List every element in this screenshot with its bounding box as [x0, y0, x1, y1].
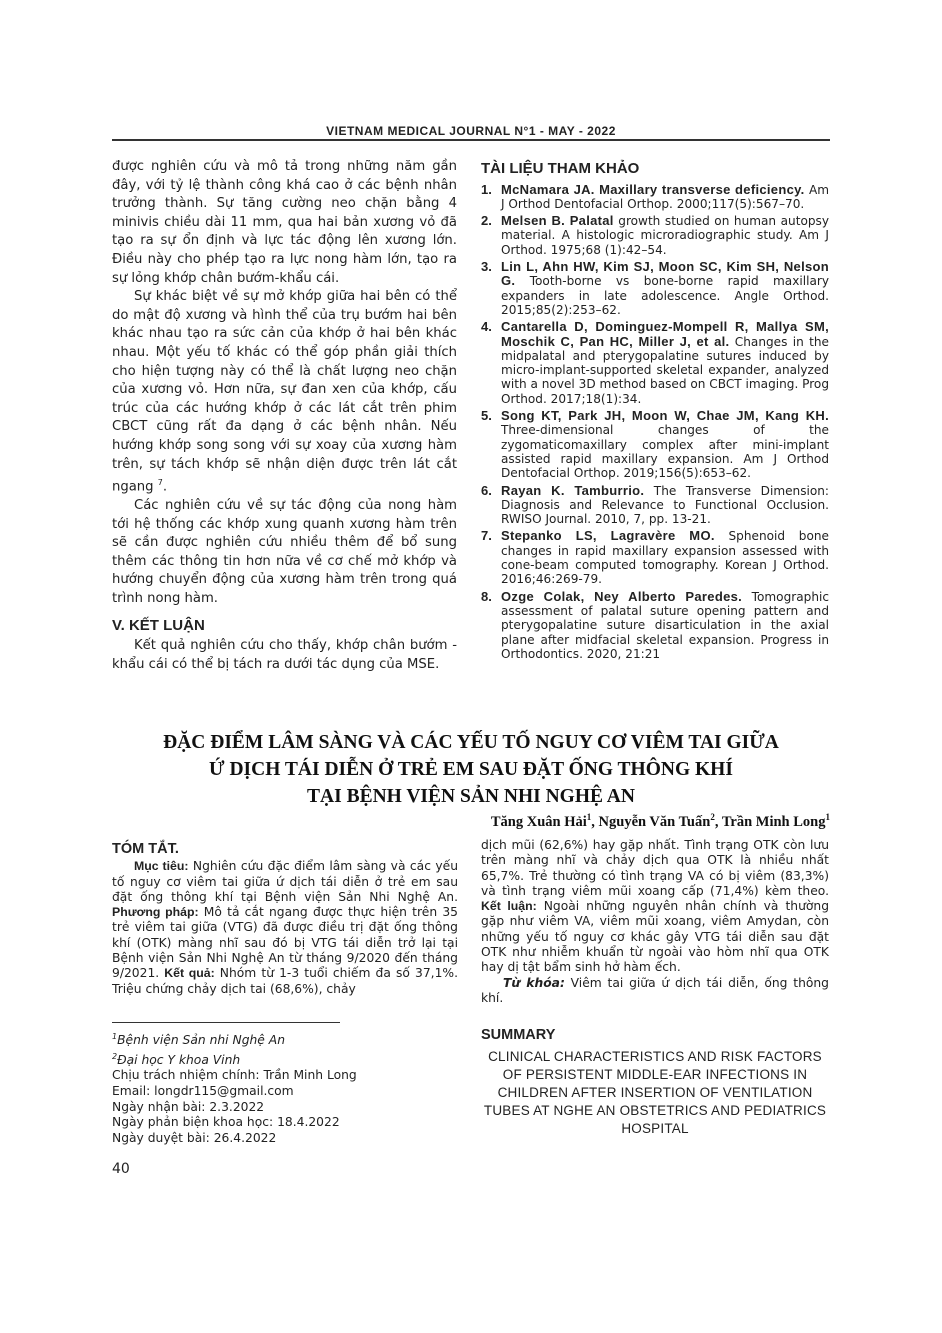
abstract-body [112, 859, 458, 997]
author-3: Trần Minh Long [721, 813, 826, 830]
reference-number: 2. [481, 213, 492, 229]
reference-number: 4. [481, 319, 492, 335]
affiliation-2 [112, 1049, 452, 1069]
paragraph-1: được nghiên cứu và mô tả trong những năm gần đây, với tỷ lệ thành công khá cao ở các bệnh nhân trưởng thành. Sự tăng cường neo chặn bằng 4 minivis chiều dài 11 mm, qua hai bản xương vỏ đã tạo ra sự ổn định và lực tác động lên xương lớn. Điều này cho phép tạo ra lực nong hàm lớn, tạo ra sự lỏng khớp chân bướm-khẩu cái. [112, 159, 457, 286]
method-label: Phương pháp: [112, 905, 199, 920]
approval-date: Ngày duyệt bài: 26.4.2022 [112, 1130, 277, 1145]
result-text: Nhóm từ 1-3 tuổi chiếm đa số 37,1%. Triệu chứng chảy dịch tai (68,6%), chảy [112, 966, 458, 996]
author-list: Tăng Xuân Hải$^1$, Nguyễn Văn Tuấn$^2$, Trần Minh Long$^1$ [490, 812, 830, 830]
result-continued: dịch mũi (62,6%) hay gặp nhất. Tình trạng OTK còn lưu trên màng nhĩ và chảy dịch qua OTK là nhiều nhất 65,7%. Trẻ thường có tình trạng VA có bị viêm (83,3%) và tình trạng viêm mũi xoang cấp (71,4%) kèm theo. [481, 838, 829, 898]
author-2: Nguyễn Văn Tuấn [598, 813, 711, 830]
reference-list [481, 183, 829, 662]
reference-body [501, 260, 829, 317]
objective-label: Mục tiêu: [134, 859, 189, 874]
citation-sup: 7 [157, 478, 163, 488]
corresponding-author: Chịu trách nhiệm chính: Trần Minh Long [112, 1068, 357, 1083]
email: Email: longdr115@gmail.com [112, 1083, 294, 1098]
footnote-rule [112, 1022, 340, 1023]
reference-text: Tomographic assessment of palatal suture opening pattern and pterygopalatine suture disarticulation in the axial plane after midfacial skeletal expansion. Progress in Orthodontics. 2020, 21:21 [501, 589, 829, 661]
reference-item [481, 214, 829, 257]
reference-item [481, 590, 829, 661]
author-2-affiliation: 2 [710, 812, 715, 822]
reference-body [501, 529, 829, 586]
abstract-right [481, 838, 829, 1138]
paragraph-3: Các nghiên cứu về sự tác động của nong hàm tới hệ thống các khớp xung quanh xương hàm trên sẽ cần được nghiên cứu nhiều thêm để bổ sung thêm các thông tin hơn nữa về cơ chế mở khớp và hướng chuyển động của xương hàm trên trong quá trình nong hàm. [112, 498, 457, 607]
reference-number: 6. [481, 482, 492, 498]
received-date: Ngày nhận bài: 2.3.2022 [112, 1099, 265, 1114]
reference-text: Sphenoid bone changes in rapid maxillary expansion assessed with cone-beam computed tomography. Korean J Orthod. 2016;46:269-79. [501, 529, 829, 587]
affiliation-1-sup: 1 [112, 1032, 118, 1041]
reference-authors: Song KT, Park JH, Moon W, Chae JM, Kang KH. [501, 408, 829, 424]
abstract-left [112, 842, 458, 997]
reference-body [501, 183, 829, 212]
reference-body [501, 590, 829, 661]
reference-number: 8. [481, 588, 492, 604]
article-title-line-1: ĐẶC ĐIỂM LÂM SÀNG VÀ CÁC YẾU TỐ NGUY CƠ VIÊM TAI GIỮA [163, 732, 779, 753]
author-1-affiliation: 1 [586, 812, 592, 822]
reference-number: 7. [481, 528, 492, 544]
reference-item [481, 484, 829, 527]
reference-number: 1. [481, 181, 492, 197]
section-heading-conclusion: V. KẾT LUẬN [112, 616, 205, 634]
paragraph-4: Kết quả nghiên cứu cho thấy, khớp chân bướm - khẩu cái có thể bị tách ra dưới tác dụng của MSE. [112, 638, 457, 672]
author-3-affiliation: 1 [825, 812, 830, 822]
affiliation-2-text: Đại học Y khoa Vinh [117, 1052, 241, 1067]
reference-body [501, 214, 829, 257]
page-number: 40 [112, 1161, 130, 1177]
reference-body [501, 320, 829, 406]
paragraph-2-text: Sự khác biệt về sự mở khớp giữa hai bên có thể do mật độ xương và hình thể của trụ bướm hai bên khác nhau tạo ra sức cản của khớp ở hai bên khác nhau. Một yếu tố khác có thể góp phần giải thích cho hiện tượng này có thể là chất lượng neo chặn của xương vỏ. Hơn nữa, sự đan xen của khớp, cấu trúc của các hướng khớp ở các lát cắt trên phim CBCT cũng rất đa dạng ở các bệnh nhân. Nếu hướng khớp song song với sự xoay của xương hàm trên, sự tách khớp sẽ nhận diện được trên lát cắt ngang [112, 289, 457, 495]
journal-header: VIETNAM MEDICAL JOURNAL N°1 - MAY - 2022 [326, 124, 616, 138]
abstract-title: TÓM TẮT. [112, 841, 179, 857]
summary-title: SUMMARY [481, 1027, 556, 1044]
reference-authors: Lin L, Ahn HW, Kim SJ, Moon SC, Kim SH, Nelson G. [501, 259, 829, 289]
result-label: Kết quả: [164, 966, 215, 981]
reference-text: growth studied on human autopsy material. A histologic microradiographic study. Am J Orthod. 1975;68 (1):42–54. [501, 214, 829, 257]
reference-body [501, 409, 829, 480]
keywords-label: Từ khóa: [503, 975, 565, 990]
keywords [481, 976, 829, 1007]
affiliation-2-sup: 2 [112, 1051, 118, 1061]
reference-authors: Cantarella D, Dominguez-Mompell R, Mallya SM, Moschik C, Pan HC, Miller J, et al. [501, 319, 829, 349]
conclusion-label: Kết luận: [481, 899, 537, 914]
reference-text: Three-dimensional changes of the zygomaticomaxillary complex after mini-implant assisted rapid maxillary expansion. Am J Orthod Dentofacial Orthop. 2019;156(5):653–62. [501, 423, 829, 481]
reference-authors: Rayan K. Tamburrio. [501, 482, 645, 498]
paragraph-2-end: . [162, 479, 168, 495]
conclusion-text: Ngoài những nguyên nhân chính và thường gặp như viêm VA, viêm mũi xoang, viêm Amydan, còn những yếu tố nguy cơ khác gây VTG tái diễn sau đặt OTK như nhiễm khuẩn từ ngoài vào hòm nhĩ qua OTK hay dị tật bẩm sinh hở hàm ếch. [481, 899, 830, 975]
footnotes [112, 1029, 452, 1146]
article-title [112, 729, 830, 810]
paragraph-2 [112, 288, 457, 497]
references [481, 160, 829, 664]
affiliation-1-text: Bệnh viện Sản nhi Nghệ An [117, 1033, 285, 1048]
reference-authors: Stepanko LS, Lagravère MO. [501, 528, 715, 544]
affiliation-1 [112, 1029, 452, 1049]
reference-item [481, 183, 829, 212]
reference-item [481, 260, 829, 317]
reference-text: The Transverse Dimension: Diagnosis and Relevance to Functional Occlusion. RWISO Journal. 2010, 7, pp. 13-21. [501, 483, 829, 527]
article-title-line-3: TẠI BỆNH VIỆN SẢN NHI NGHỆ AN [307, 786, 635, 807]
reference-text: Changes in the midpalatal and pterygopalatine sutures induced by micro-implant-supported skeletal expander, analyzed with a novel 3D method based on CBCT imaging. Prog Orthod. 2017;18(1):34. [501, 334, 829, 406]
article-title-line-2: Ứ DỊCH TÁI DIỄN Ở TRẺ EM SAU ĐẶT ỐNG THÔNG KHÍ [209, 759, 733, 780]
reference-text: Tooth-borne vs bone-borne rapid maxillary expanders in late adolescence. Angle Orthod. 2015;85(2):253–62. [501, 274, 829, 317]
reference-number: 5. [481, 408, 492, 424]
reference-authors: Melsen B. Palatal [501, 213, 614, 229]
reference-number: 3. [481, 259, 492, 275]
reference-item [481, 320, 829, 406]
references-title: TÀI LIỆU THAM KHẢO [481, 160, 640, 177]
reference-text: Am J Orthod Dentofacial Orthop. 2000;117(5):567–70. [501, 182, 829, 211]
objective-text: Nghiên cứu đặc điểm lâm sàng và các yếu tố nguy cơ viêm tai giữa ứ dịch tái diễn ở trẻ em sau đặt ống thông khí tại Bệnh viện Sản Nhi Nghệ An. [112, 859, 459, 904]
method-text: Mô tả cắt ngang được thực hiện trên 35 trẻ viêm tai giữa (VTG) đã được điều trị đặt ống thông khí (OTK) màng nhĩ sau đó bị VTG tái diễn trở lại tại Bệnh viện Sản Nhi Nghệ An từ tháng 9/2020 đến tháng 9/2021. [112, 905, 458, 981]
review-date: Ngày phản biện khoa học: 18.4.2022 [112, 1115, 340, 1130]
summary-subtitle: CLINICAL CHARACTERISTICS AND RISK FACTORS OF PERSISTENT MIDDLE-EAR INFECTIONS IN CHILDREN AFTER INSERTION OF VENTILATION TUBES AT NGHE AN OBSTETRICS AND PEDIATRICS HOSPITAL [483, 1048, 827, 1136]
reference-authors: Ozge Colak, Ney Alberto Paredes. [501, 588, 743, 604]
reference-body [501, 484, 829, 527]
header-rule [112, 139, 830, 141]
author-1: Tăng Xuân Hải [490, 813, 587, 830]
reference-item [481, 409, 829, 480]
reference-item [481, 529, 829, 586]
reference-authors: McNamara JA. Maxillary transverse deficiency. [501, 181, 805, 197]
left-column [112, 158, 457, 674]
abstract-continued [481, 838, 829, 976]
keywords-text: Viêm tai giữa ứ dịch tái diễn, ống thông khí. [481, 975, 829, 1005]
